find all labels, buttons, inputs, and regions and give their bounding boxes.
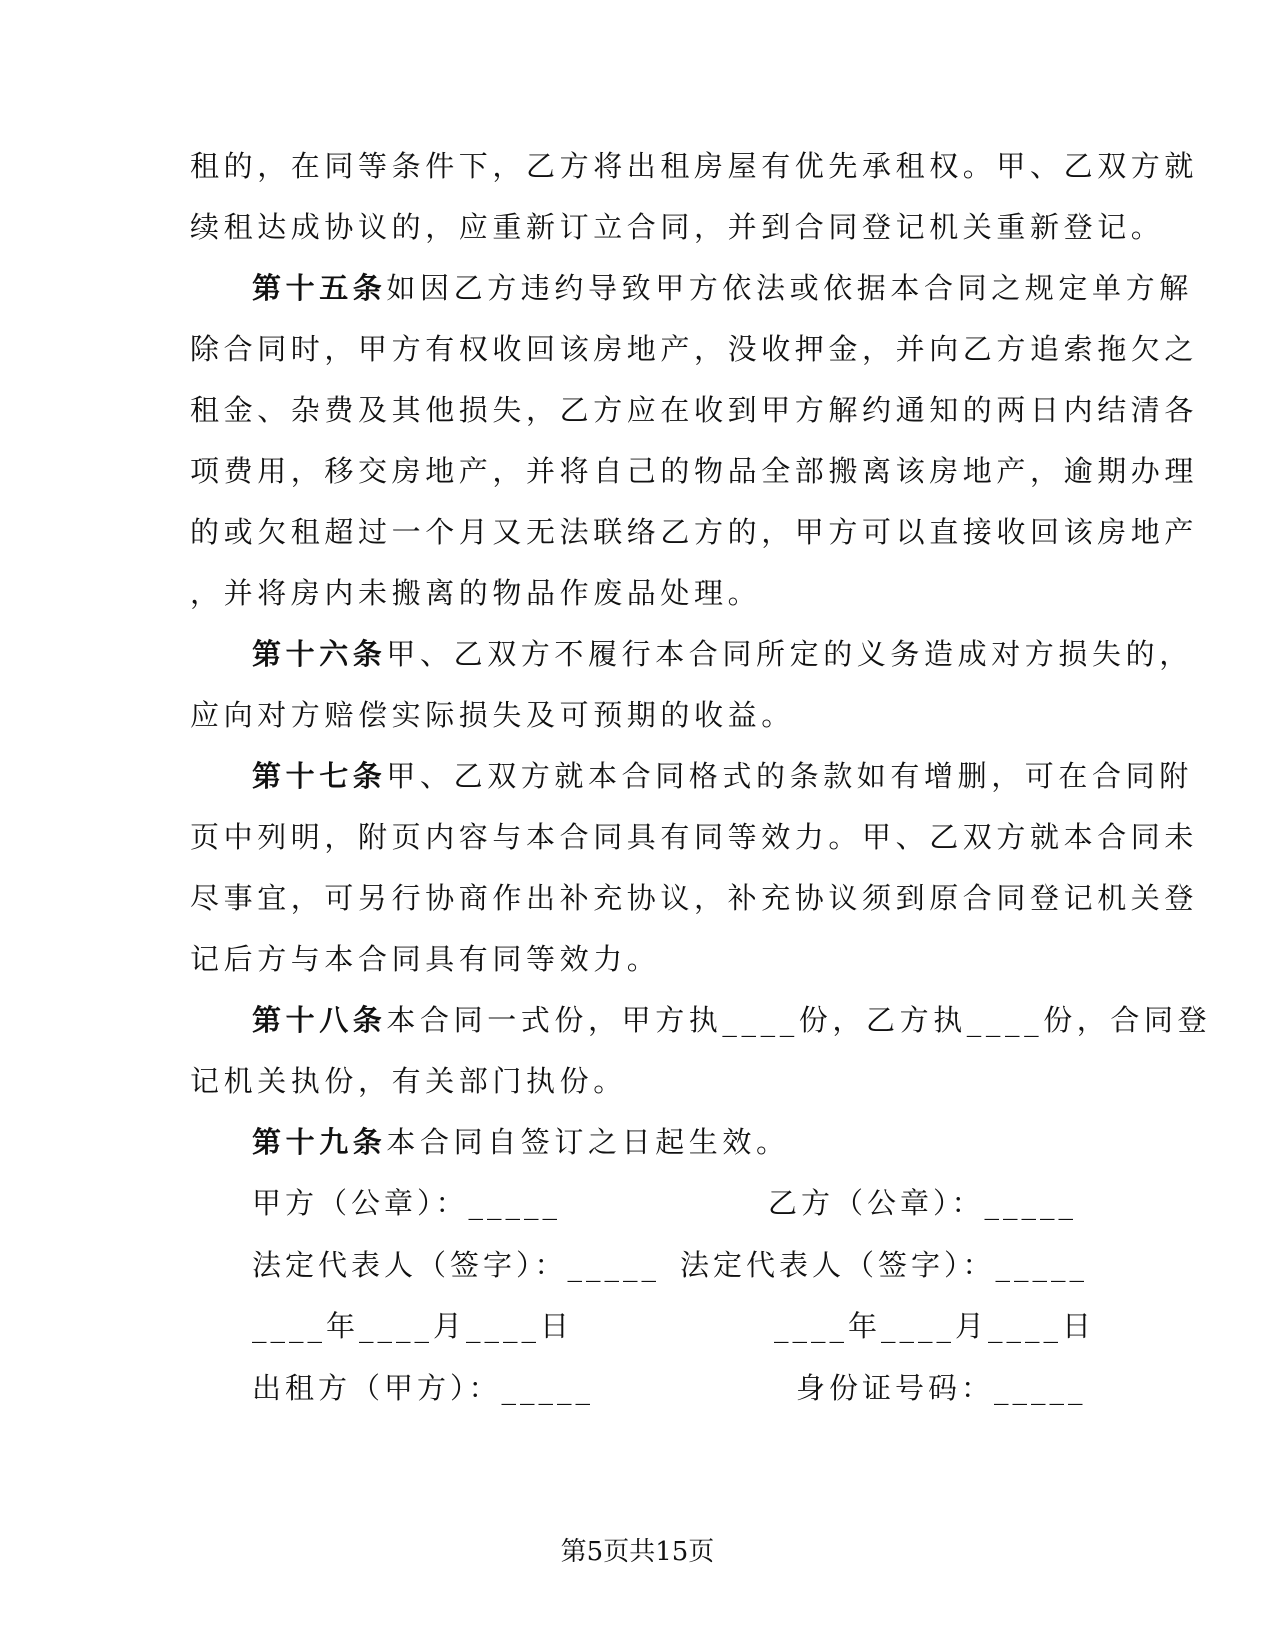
id-number: 身份证号码：_____ — [796, 1371, 1087, 1405]
body-line: 应向对方赔偿实际损失及可预期的收益。 — [190, 698, 795, 732]
article-17-text: 甲、乙双方就本合同格式的条款如有增删，可在合同附 — [386, 759, 1193, 793]
article-16-text: 甲、乙双方不履行本合同所定的义务造成对方损失的， — [386, 637, 1193, 671]
article-19-title: 第十九条 — [252, 1125, 387, 1159]
body-line: 除合同时，甲方有权收回该房地产，没收押金，并向乙方追索拖欠之 — [190, 332, 1199, 366]
party-b-seal: 乙方（公章）：_____ — [768, 1186, 1078, 1220]
body-line: 尽事宜，可另行协商作出补充协议，补充协议须到原合同登记机关登 — [190, 881, 1199, 915]
article-18 — [252, 1002, 1212, 1038]
article-15-text: 如因乙方违约导致甲方依法或依据本合同之规定单方解 — [386, 271, 1193, 305]
lessor-party-a: 出租方（甲方）：_____ — [252, 1371, 595, 1405]
body-line: ，并将房内未搬离的物品作废品处理。 — [190, 576, 762, 610]
legal-rep-b: 法定代表人（签字）：_____ — [680, 1248, 1089, 1282]
article-18-title: 第十八条 — [252, 1003, 387, 1037]
body-line: 续租达成协议的，应重新订立合同，并到合同登记机关重新登记。 — [190, 210, 1165, 244]
article-15-title: 第十五条 — [252, 271, 387, 305]
page-number: 第5页共15页 — [560, 1537, 715, 1567]
date-b: ____年____月____日 — [774, 1309, 1096, 1343]
body-line: 租金、杂费及其他损失，乙方应在收到甲方解约通知的两日内结清各 — [190, 393, 1199, 427]
body-line: 记后方与本合同具有同等效力。 — [190, 942, 661, 976]
article-17 — [252, 758, 1193, 794]
body-line: 租的，在同等条件下，乙方将出租房屋有优先承租权。甲、乙双方就 — [190, 149, 1199, 183]
party-a-seal: 甲方（公章）：_____ — [252, 1186, 562, 1220]
body-line: 的或欠租超过一个月又无法联络乙方的，甲方可以直接收回该房地产 — [190, 515, 1199, 549]
article-15 — [252, 270, 1193, 306]
article-19-text: 本合同自签订之日起生效。 — [386, 1125, 790, 1159]
article-19 — [252, 1124, 1132, 1160]
legal-rep-a: 法定代表人（签字）：_____ — [252, 1248, 661, 1282]
article-16 — [252, 636, 1193, 672]
article-17-title: 第十七条 — [252, 759, 387, 793]
body-line: 页中列明，附页内容与本合同具有同等效力。甲、乙双方就本合同未 — [190, 820, 1199, 854]
article-18-text: 本合同一式份，甲方执____份，乙方执____份，合同登 — [386, 1003, 1212, 1037]
body-line: 记机关执份，有关部门执份。 — [190, 1064, 627, 1098]
body-line: 项费用，移交房地产，并将自己的物品全部搬离该房地产，逾期办理 — [190, 454, 1199, 488]
article-16-title: 第十六条 — [252, 637, 387, 671]
date-a: ____年____月____日 — [252, 1309, 574, 1343]
